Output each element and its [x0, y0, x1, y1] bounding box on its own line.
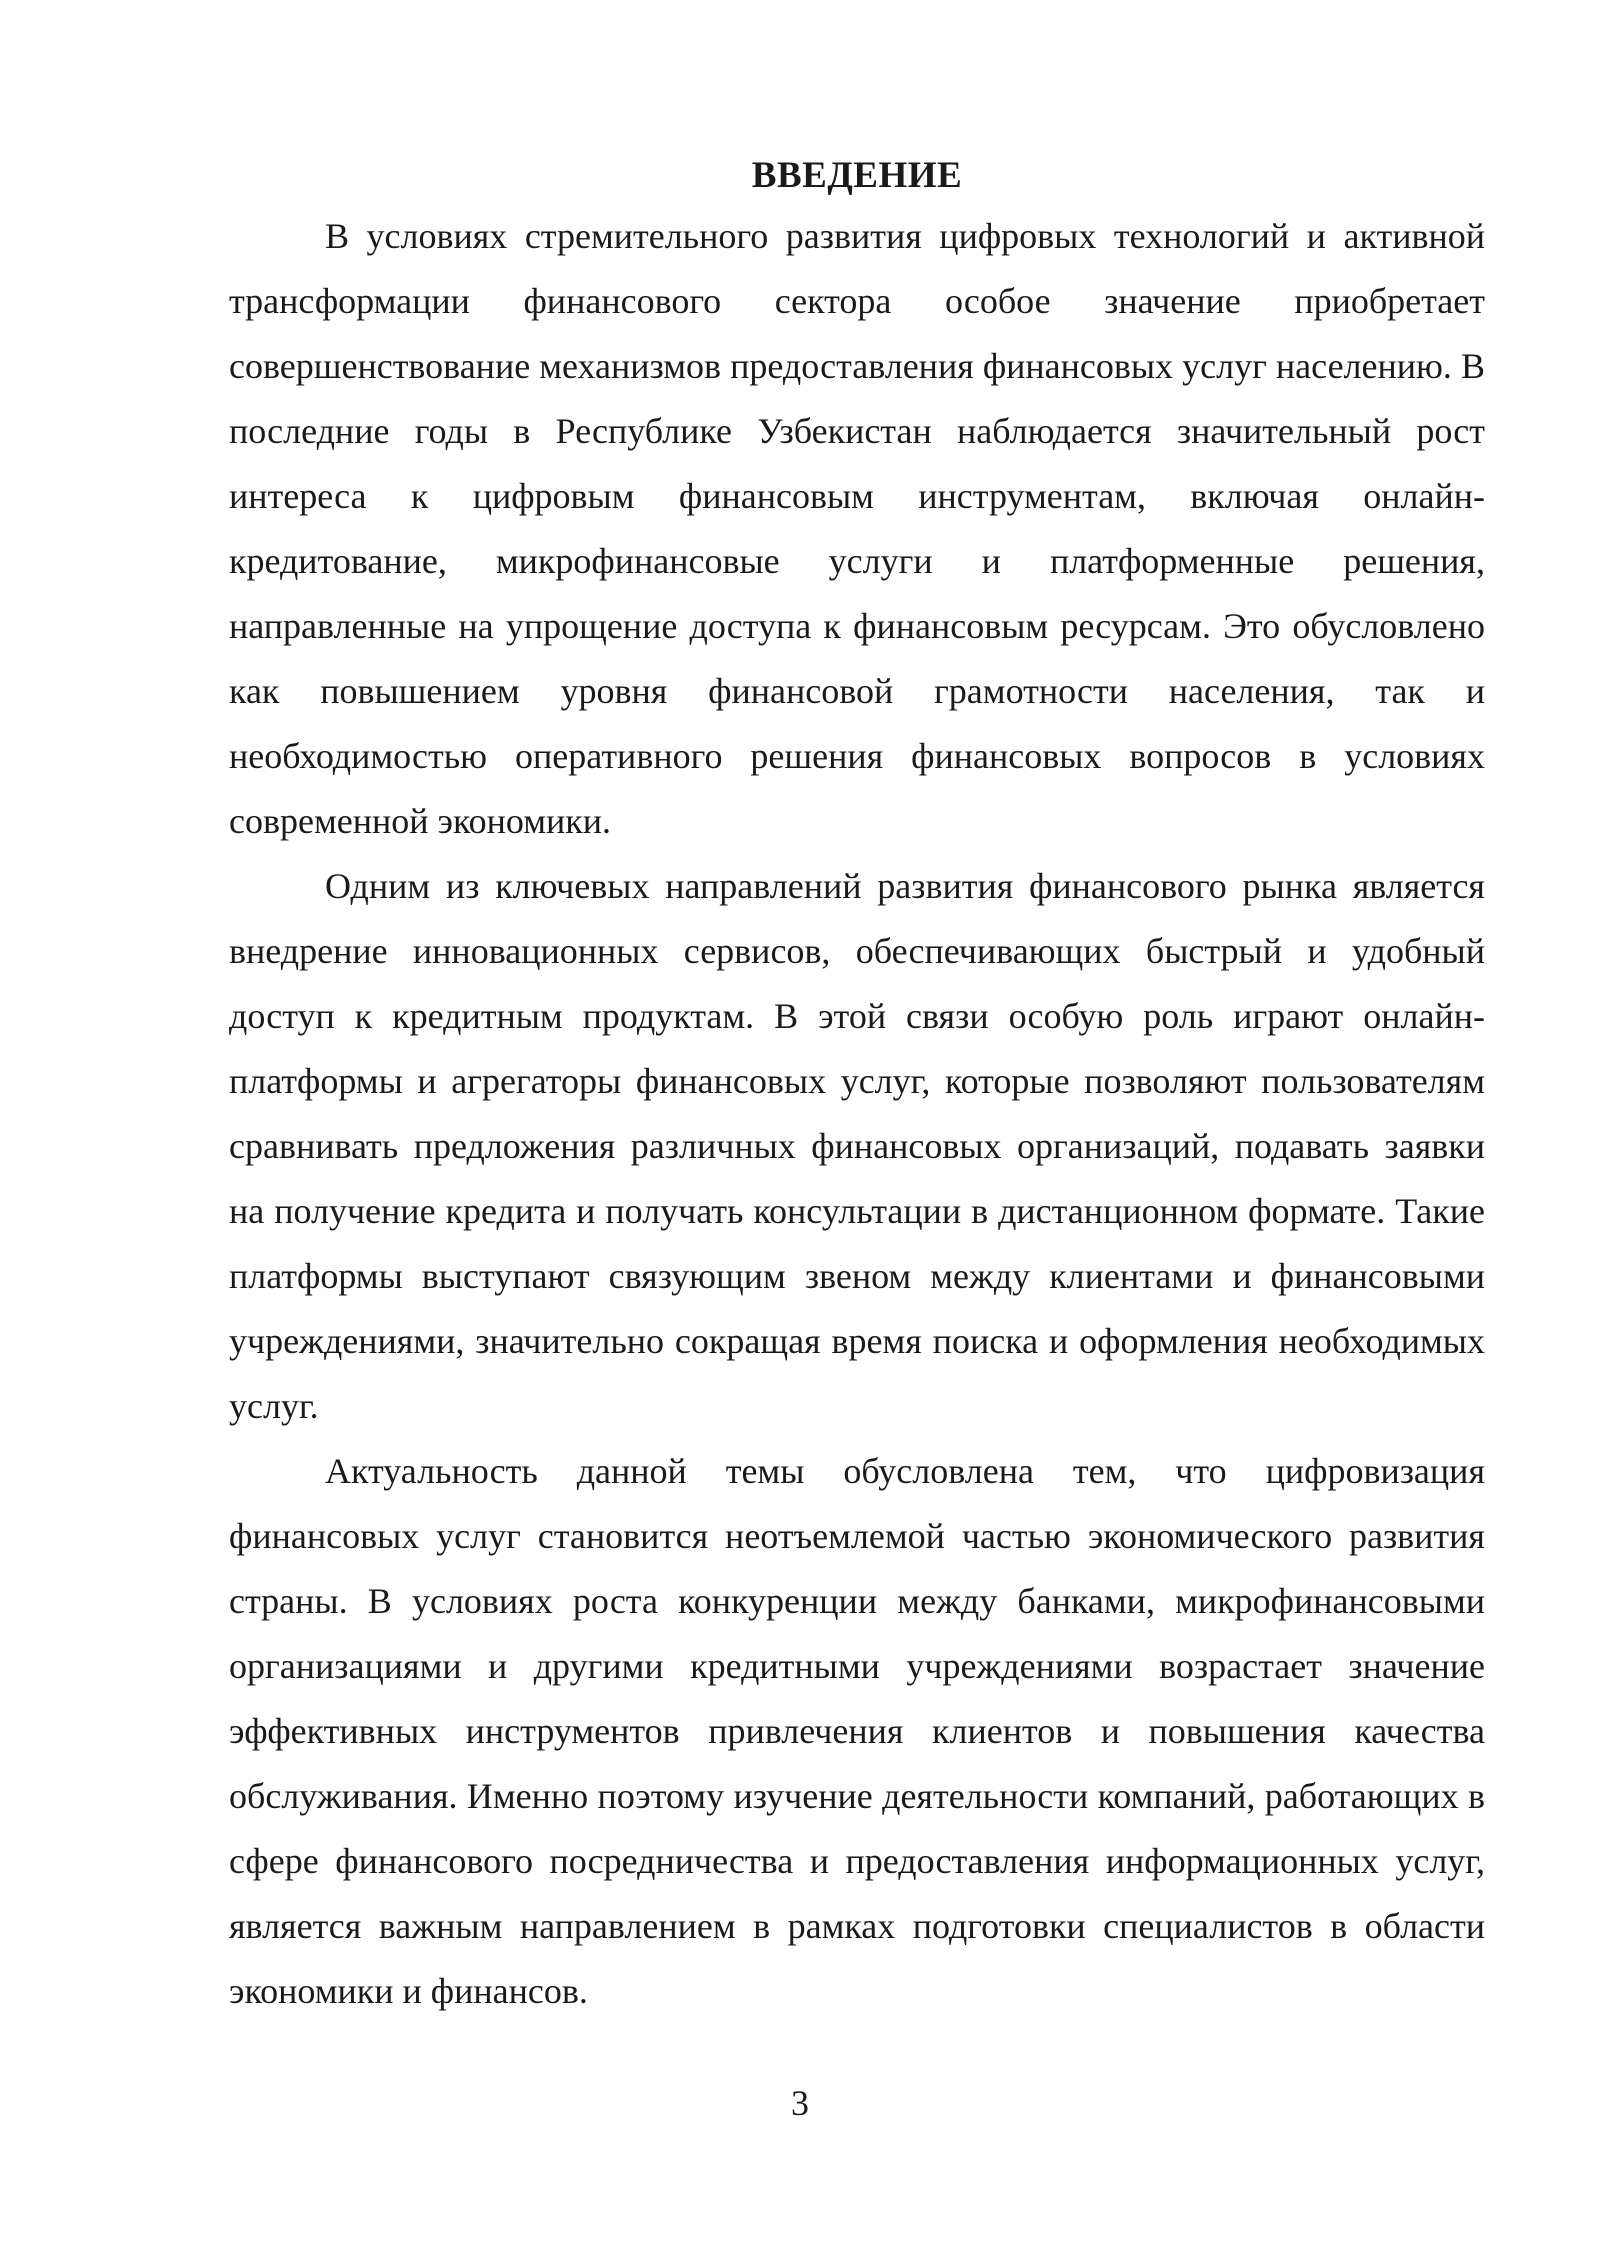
- page-number: 3: [791, 2083, 809, 2123]
- page-content: [229, 148, 1485, 2024]
- paragraph-2: Одним из ключевых направлений развития финансового рынка является внедрение инновационных сервисов, обеспечивающих быстрый и удобный доступ к кредитным продуктам. В этой связи особую роль играют онлайн-платформы и агрегаторы финансовых услуг, которые позволяют пользователям сравнивать предложения различных финансовых организаций, подавать заявки на получение кредита и получать консультации в дистанционном формате. Такие платформы выступают связующим звеном между клиентами и финансовыми учреждениями, значительно сокращая время поиска и оформления необходимых услуг.: [229, 866, 1485, 1426]
- paragraph-3: Актуальность данной темы обусловлена тем, что цифровизация финансовых услуг становится неотъемлемой частью экономического развития страны. В условиях роста конкуренции между банками, микрофинансовыми организациями и другими кредитными учреждениями возрастает значение эффективных инструментов привлечения клиентов и повышения качества обслуживания. Именно поэтому изучение деятельности компаний, работающих в сфере финансового посредничества и предоставления информационных услуг, является важным направлением в рамках подготовки специалистов в области экономики и финансов.: [229, 1451, 1485, 2011]
- section-heading: ВВЕДЕНИЕ: [751, 155, 963, 196]
- paragraph-1: В условиях стремительного развития цифровых технологий и активной трансформации финансового сектора особое значение приобретает совершенствование механизмов предоставления финансовых услуг населению. В последние годы в Республике Узбекистан наблюдается значительный рост интереса к цифровым финансовым инструментам, включая онлайн-кредитование, микрофинансовые услуги и платформенные решения, направленные на упрощение доступа к финансовым ресурсам. Это обусловлено как повышением уровня финансовой грамотности населения, так и необходимостью оперативного решения финансовых вопросов в условиях современной экономики.: [229, 216, 1485, 841]
